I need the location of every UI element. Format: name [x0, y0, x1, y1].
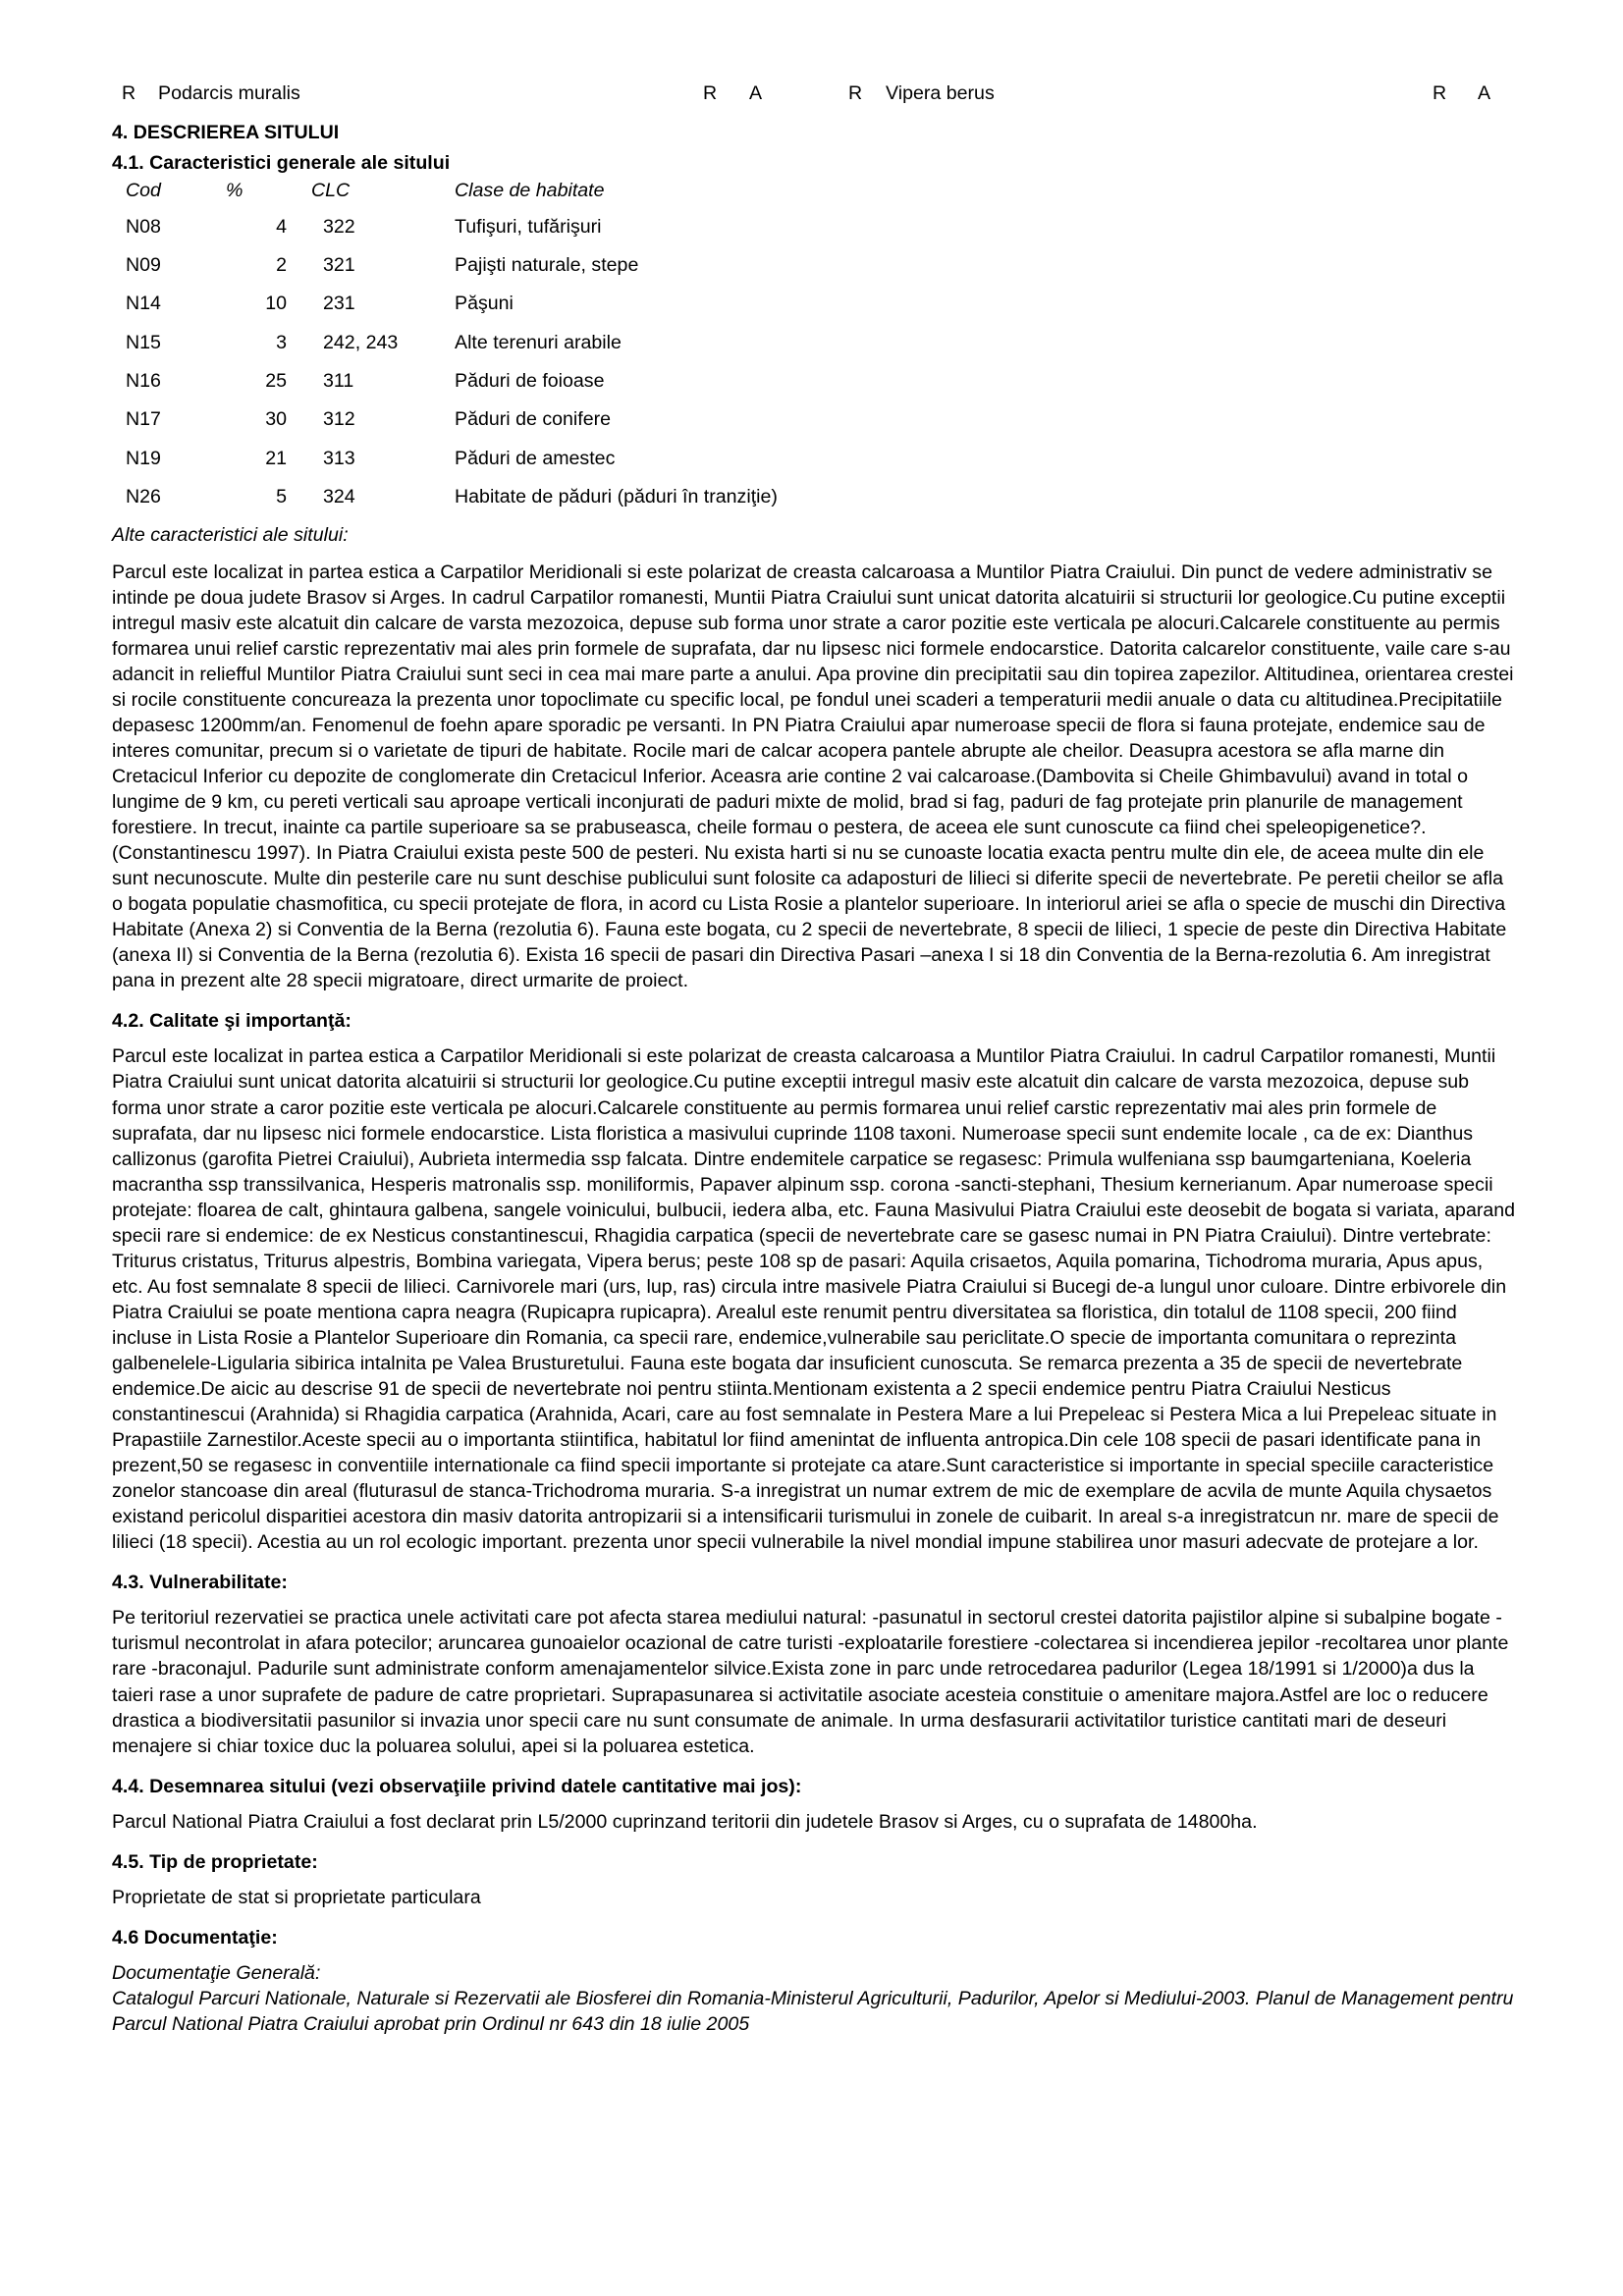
cell-percent: 4	[276, 215, 287, 238]
cell-percent: 5	[276, 485, 287, 507]
cell-percent: 25	[265, 369, 287, 392]
table-row	[126, 285, 1004, 323]
subsection-title-4-6: 4.6 Documentaţie:	[112, 1926, 278, 1949]
cell-habitat-class: Tufişuri, tufărişuri	[455, 215, 602, 238]
cell-cod: N14	[126, 293, 161, 315]
cell-clc: 311	[323, 369, 354, 392]
cell-habitat-class: Pajişti naturale, stepe	[455, 254, 639, 277]
cell-cod: N08	[126, 215, 161, 238]
table-row	[126, 400, 1004, 439]
site-description	[112, 120, 1516, 2037]
cell-clc: 322	[323, 215, 355, 238]
table-row	[126, 361, 1004, 400]
species-row	[0, 80, 1623, 106]
species-abundance-code: A	[1478, 82, 1491, 104]
table-row	[126, 245, 1004, 284]
quality-importance-text: Parcul este localizat in partea estica a Carpatilor Meridionali si este polarizat de creasta calcaroasa a Muntilor Piatra Craiului. In cadrul Carpatilor romanesti, Muntii Piatra Craiului sunt unicat datorita alcatuirii si structurii lor geologice.Cu putine exceptii intregul masiv este alcatuit din calcare de varsta mezozoica, depuse sub forma unor strate a caror pozitie este verticala pe alocuri.Calcarele constituente au permis formarea unui relief carstic reprezentativ mai ales prin formele de suprafata, dar nu lipsesc nici formele endocarstice. Lista floristica a masivului cuprinde 1108 taxoni. Numeroase specii sunt endemite locale , ca de ex: Dianthus callizonus (garofita Pietrei Craiului), Aubrieta intermedia ssp falcata. Dintre endemitele carpatice se regasesc: Primula wulfeniana ssp baumgarteniana, Koeleria macrantha ssp transsilvanica, Hesperis matronalis ssp. moniliformis, Papaver alpinum ssp. corona -sancti-stephani, Thesium kernerianum. Apar numeroase specii protejate: floarea de calt, ghintaura galbena, sangele voinicului, bulbucii, iedera alba, etc. Fauna Masivului Piatra Craiului este deosebit de bogata si variata, aparand specii rare si endemice: de ex Nesticus constantinescui, Rhagidia carpatica (specii de nevertebrate care se gasesc numai in PN Piatra Craiului). Dintre vertebrate: Triturus cristatus, Triturus alpestris, Bombina variegata, Vipera berus; peste 108 sp de pasari: Aquila crisaetos, Aquila pomarina, Tichodroma muraria, Apus apus, etc. Au fost semnalate 8 specii de lilieci. Carnivorele mari (urs, lup, ras) circula intre masivele Piatra Craiului si Bucegi de-a lungul unor culoare. Dintre erbivorele din Piatra Craiului se poate mentiona capra neagra (Rupicapra rupicapra). Arealul este renumit pentru diversitatea sa floristica, din totalul de 1108 specii, 200 fiind incluse in Lista Rosie a Plantelor Superioare din Romania, ca specii rare, endemice,vulnerabile sau periclitate.O specie de importanta comunitara o reprezinta galbenelele-Ligularia sibirica intalnita pe Valea Brusturetului. Fauna este bogata dar insuficient cunoscuta. Se remarca prezenta a 35 de specii de nevertebrate endemice.De aicic au descrise 91 de specii de nevertebrate noi pentru stiinta.Mentionam existenta a 2 specii endemice pentru Piatra Craiului Nesticus constantinescui (Arahnida) si Rhagidia carpatica (Arahnida, Acari, care au fost semnalate in Pestera Mare a lui Prepeleac si Pestera Mica a lui Prepeleac situate in Prapastiile Zarnestilor.Aceste specii au o importanta stiintifica, habitatul lor fiind amenintat de influenta antropica.Din cele 108 specii de pasari identificate pana in prezent,50 se regasesc in conventiile internationale ca fiind specii importante si protejate ca atare.Sunt caracteristice si importante in special speciile caracteristice zonelor stancoase din areal (fluturasul de stanca-Trichodroma muraria. S-a inregistrat un numar extrem de mic de exemplare de acvila de munte Aquila chysaetos existand pericolul disparitiei acestora din masiv datorita antropizarii si a intensificarii turismului in zonele de cuibarit. In areal s-a inregistratcun nr. mare de specii de lilieci (18 specii). Acestia au un rol ecologic important. prezenta unor specii vulnerabile la nivel mondial impune stabilirea unor masuri adecvate de protejare a lor.	[112, 1045, 1516, 1554]
cell-percent: 30	[265, 408, 287, 431]
documentation-text: Catalogul Parcuri Nationale, Naturale si Rezervatii ale Biosferei din Romania-Ministerul Agriculturii, Padurilor, Apelor si Mediului-2003. Planul de Management pentru Parcul National Piatra Craiului aprobat prin Ordinul nr 643 din 18 iulie 2005	[112, 1987, 1514, 2035]
subsection-title-4-2: 4.2. Calitate şi importanţă:	[112, 1010, 352, 1033]
cell-habitat-class: Păşuni	[455, 293, 514, 315]
cell-habitat-class: Habitate de păduri (păduri în tranziţie)	[455, 485, 778, 507]
cell-percent: 3	[276, 331, 287, 353]
other-characteristics-label: Alte caracteristici ale sitului:	[112, 523, 349, 546]
species-resident-code: R	[703, 82, 718, 104]
subsection-title-4-1: 4.1. Caracteristici generale ale sitului	[112, 152, 451, 175]
cell-habitat-class: Păduri de conifere	[455, 408, 612, 431]
cell-cod: N09	[126, 254, 161, 277]
documentation-label: Documentaţie Generală:	[112, 1961, 321, 1984]
habitat-table	[126, 176, 1004, 515]
cell-percent: 21	[265, 447, 287, 469]
table-row	[126, 439, 1004, 477]
header-percent: %	[226, 180, 243, 202]
species-name: Vipera berus	[886, 82, 995, 104]
table-row	[126, 323, 1004, 361]
cell-percent: 2	[276, 254, 287, 277]
species-abundance-code: A	[749, 82, 763, 104]
cell-clc: 324	[323, 485, 355, 507]
cell-habitat-class: Păduri de foioase	[455, 369, 605, 392]
cell-clc: 231	[323, 293, 355, 315]
cell-cod: N16	[126, 369, 161, 392]
subsection-title-4-5: 4.5. Tip de proprietate:	[112, 1850, 318, 1873]
cell-clc: 321	[323, 254, 355, 277]
header-habitat-class: Clase de habitate	[455, 180, 605, 202]
cell-habitat-class: Păduri de amestec	[455, 447, 616, 469]
cell-cod: N19	[126, 447, 161, 469]
cell-cod: N26	[126, 485, 161, 507]
header-clc: CLC	[311, 180, 351, 202]
subsection-title-4-4: 4.4. Desemnarea sitului (vezi observaţiile privind datele cantitative mai jos):	[112, 1775, 802, 1797]
ownership-text: Proprietate de stat si proprietate particulara	[112, 1886, 481, 1908]
cell-clc: 312	[323, 408, 355, 431]
species-code: R	[122, 82, 136, 104]
header-cod: Cod	[126, 180, 161, 202]
cell-cod: N15	[126, 331, 161, 353]
cell-percent: 10	[265, 293, 287, 315]
species-name: Podarcis muralis	[158, 82, 300, 104]
cell-cod: N17	[126, 408, 161, 431]
table-row	[126, 207, 1004, 245]
cell-habitat-class: Alte terenuri arabile	[455, 331, 622, 353]
section-title: 4. DESCRIEREA SITULUI	[112, 122, 340, 143]
designation-text: Parcul National Piatra Craiului a fost declarat prin L5/2000 cuprinzand teritorii din judetele Brasov si Arges, cu o suprafata de 14800ha.	[112, 1810, 1258, 1833]
habitat-table-header	[126, 176, 1004, 207]
subsection-title-4-3: 4.3. Vulnerabilitate:	[112, 1572, 288, 1594]
other-characteristics-text: Parcul este localizat in partea estica a Carpatilor Meridionali si este polarizat de creasta calcaroasa a Muntilor Piatra Craiului. Din punct de vedere administrativ se intinde pe doua judete Brasov si Arges. In cadrul Carpatilor romanesti, Muntii Piatra Craiului sunt unicat datorita alcatuirii si structurii lor geologice.Cu putine exceptii intregul masiv este alcatuit din calcare de varsta mezozoica, depuse sub forma unor strate a caror pozitie este verticala pe alocuri.Calcarele constituente au permis formarea unui relief carstic reprezentativ mai ales prin formele de suprafata, dar nu lipsesc nici formele endocarstice. Datorita calcarelor constituente, vaile care s-au adancit in reliefful Muntilor Piatra Craiului sunt seci in cea mai mare parte a anului. Apa provine din precipitatii sau din topirea zapezilor. Altitudinea, orientarea crestei si rocile constituente concureaza la prezenta unor topoclimate cu specific local, pe fondul unei scaderi a temperaturii medii anuale o data cu altitudinea.Precipitatiile depasesc 1200mm/an. Fenomenul de foehn apare sporadic pe versanti. In PN Piatra Craiului apar numeroase specii de flora si fauna protejate, endemice sau de interes comunitar, precum si o varietate de tipuri de habitate. Rocile mari de calcar acopera pantele abrupte ale cheilor. Deasupra acestora se afla marne din Cretacicul Inferior cu depozite de conglomerate din Cretacicul Inferior. Aceasra arie contine 2 vai calcaroase.(Dambovita si Cheile Ghimbavului) avand in total o lungime de 9 km, cu pereti verticali sau aproape verticali inconjurati de paduri mixte de molid, brad si fag, paduri de fag protejate prin planurile de management forestiere. In trecut, inainte ca partile superioare sa se prabuseasca, cheile formau o pestera, de aceea ele sunt cunoscute ca fiind chei speleopigenetice?. (Constantinescu 1997). In Piatra Craiului exista peste 500 de pesteri. Nu exista harti si nu se cunoaste locatia exacta pentru multe din ele, de aceea multe din ele sunt necunoscute. Multe din pesterile care nu sunt deschise publicului sunt folosite ca adaposturi de lilieci si diferite specii de nevertebrate. Pe peretii cheilor se afla o bogata populatie chasmofitica, cu specii protejate de flora, in acord cu Lista Rosie a plantelor superioare. In interiorul ariei se afla o specie de muschi din Directiva Habitate (Anexa 2) si Conventia de la Berna (rezolutia 6). Fauna este bogata, cu 2 specii de nevertebrate, 8 specii de lilieci, 1 specie de peste din Directiva Habitate (anexa II) si Conventia de la Berna (rezolutia 6). Exista 16 specii de pasari din Directiva Pasari –anexa I si 18 din Conventia de la Berna-rezolutia 6. Am inregistrat pana in prezent alte 28 specii migratoare, direct urmarite de proiect.	[112, 561, 1514, 992]
species-code: R	[848, 82, 863, 104]
cell-clc: 242, 243	[323, 331, 399, 353]
cell-clc: 313	[323, 447, 355, 469]
table-row	[126, 477, 1004, 515]
species-resident-code: R	[1433, 82, 1447, 104]
vulnerability-text: Pe teritoriul rezervatiei se practica unele activitati care pot afecta starea mediului natural: -pasunatul in sectorul crestei datorita pajistilor alpine si subalpine bogate -turismul necontrolat in afara potecilor; aruncarea gunoaielor ocazional de catre turisti -exploatarile forestiere -colectarea si incendierea jepilor -recoltarea unor plante rare -braconajul. Padurile sunt administrate conform amenajamentelor silvice.Exista zone in parc unde retrocedarea padurilor (Legea 18/1991 si 1/2000)a dus la taieri rase a unor suprafete de padure de catre proprietari. Suprapasunarea si activitatile asociate acesteia constituie o amenitare majora.Astfel are loc o reducere drastica a biodiversitatii pasunilor si invazia unor specii care nu sunt consumate de animale. In urma desfasurarii activitatilor turistice cantitati mari de deseuri menajere si chiar toxice duc la poluarea solului, apei si la poluarea estetica.	[112, 1607, 1509, 1757]
